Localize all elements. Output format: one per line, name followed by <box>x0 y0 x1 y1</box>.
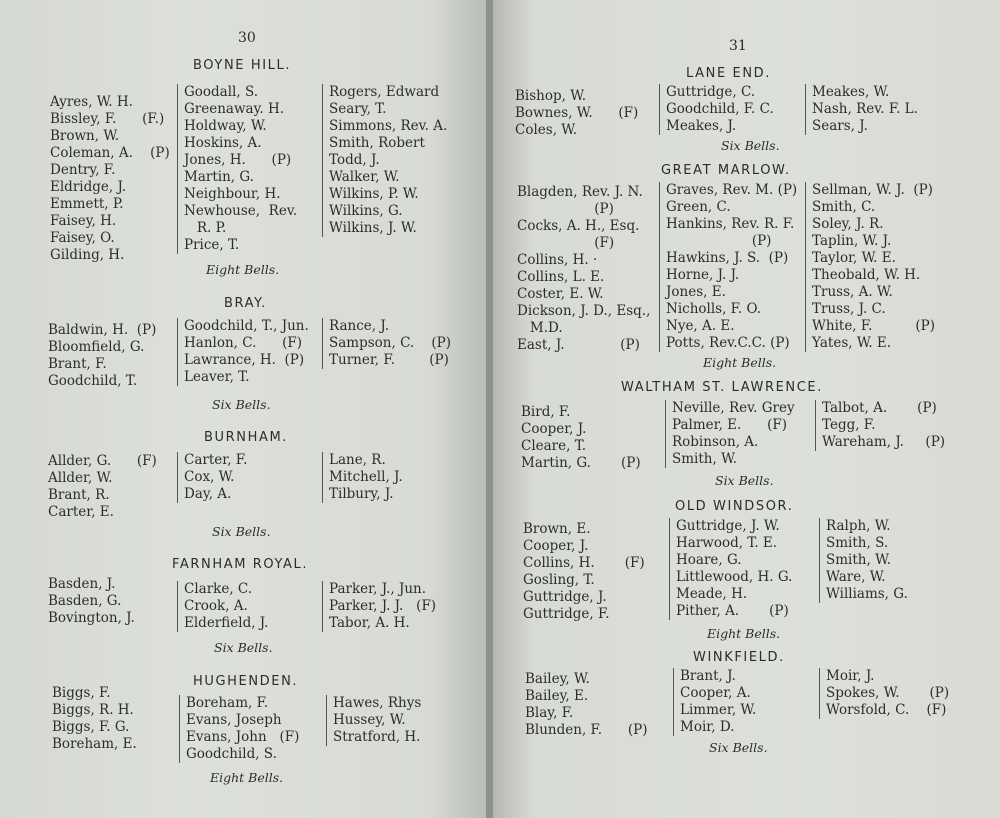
name-column <box>48 322 156 390</box>
bells-note: Six Bells. <box>214 640 273 655</box>
ringer-name: Neighbour, H. <box>184 186 281 202</box>
ringer-name: Goodall, S. <box>184 84 259 100</box>
ringer-name: Nye, A. E. <box>666 318 735 334</box>
ringer-name: Green, C. <box>666 199 731 215</box>
ringer-name: (P) <box>517 201 614 217</box>
ringer-name: Carter, F. <box>184 452 248 468</box>
ringer-name: Nicholls, F. O. <box>666 301 762 317</box>
ringer-name: Hankins, Rev. R. F. <box>666 216 795 232</box>
ringer-name: Brant, R. <box>48 487 110 503</box>
ringer-name: Hoare, G. <box>676 552 742 568</box>
name-column <box>819 668 949 719</box>
name-column <box>48 576 135 627</box>
ringer-name: Simmons, Rev. A. <box>329 118 448 134</box>
ringer-name: Greenaway. H. <box>184 101 285 117</box>
name-column <box>322 581 436 632</box>
ringer-name: Collins, L. E. <box>517 269 605 285</box>
ringer-name: Bishop, W. <box>515 88 587 104</box>
name-column <box>50 94 170 264</box>
ringer-name: Bownes, W. (F) <box>515 105 639 121</box>
ringer-name: Baldwin, H. (P) <box>48 322 157 338</box>
ringer-name: Eldridge, J. <box>50 179 127 195</box>
ringer-name: Allder, G. (F) <box>48 453 157 469</box>
ringer-name: Bovington, J. <box>48 610 135 626</box>
ringer-name: Elderfield, J. <box>184 615 269 631</box>
ringer-name: Coleman, A. (P) <box>50 145 170 161</box>
ringer-name: (F) <box>517 235 615 251</box>
ringer-name: Brant, J. <box>680 668 736 684</box>
name-column <box>326 695 421 746</box>
section-title: WINKFIELD. <box>693 650 785 665</box>
ringer-name: Seary, T. <box>329 101 387 117</box>
ringer-name: Guttridge, F. <box>523 606 610 622</box>
ringer-name: Cocks, A. H., Esq. <box>517 218 640 234</box>
ringer-name: Hussey, W. <box>333 712 406 728</box>
section-title: GREAT MARLOW. <box>661 163 791 178</box>
name-column <box>659 84 774 135</box>
ringer-name: Price, T. <box>184 237 240 253</box>
ringer-name: Basden, G. <box>48 593 122 609</box>
bells-note: Six Bells. <box>721 138 780 153</box>
ringer-name: Moir, D. <box>680 719 735 735</box>
name-column <box>177 452 247 503</box>
ringer-name: Evans, Joseph <box>186 712 282 728</box>
name-column <box>517 184 650 354</box>
ringer-name: Blagden, Rev. J. N. <box>517 184 643 200</box>
ringer-name: Smith, S. <box>826 535 889 551</box>
ringer-name: Brown, E. <box>523 521 591 537</box>
name-column <box>659 182 797 352</box>
ringer-name: Evans, John (F) <box>186 729 300 745</box>
ringer-name: Truss, A. W. <box>812 284 893 300</box>
name-column <box>177 581 268 632</box>
ringer-name: Goodchild, T., Jun. <box>184 318 309 334</box>
ringer-name: Limmer, W. <box>680 702 757 718</box>
ringer-name: Harwood, T. E. <box>676 535 778 551</box>
name-column <box>48 453 157 521</box>
ringer-name: Horne, J. J. <box>666 267 740 283</box>
ringer-name: Pither, A. (P) <box>676 603 789 619</box>
ringer-name: Guttridge, C. <box>666 84 756 100</box>
ringer-name: Faisey, O. <box>50 230 115 246</box>
ringer-name: Martin, G. (P) <box>521 455 641 471</box>
section-title: HUGHENDEN. <box>193 674 299 689</box>
ringer-name: Tabor, A. H. <box>329 615 410 631</box>
ringer-name: Boreham, E. <box>52 736 137 752</box>
ringer-name: Hoskins, A. <box>184 135 262 151</box>
ringer-name: Cox, W. <box>184 469 235 485</box>
ringer-name: Parker, J., Jun. <box>329 581 427 597</box>
ringer-name: Gosling, T. <box>523 572 595 588</box>
name-column <box>515 88 638 139</box>
ringer-name: Crook, A. <box>184 598 248 614</box>
ringer-name: Littlewood, H. G. <box>676 569 793 585</box>
ringer-name: Holdway, W. <box>184 118 267 134</box>
left-page <box>0 0 487 818</box>
section-title: OLD WINDSOR. <box>675 499 794 514</box>
ringer-name: Bird, F. <box>521 404 571 420</box>
ringer-name: M.D. <box>517 320 563 336</box>
ringer-name: Leaver, T. <box>184 369 250 385</box>
ringer-name: Jones, E. <box>666 284 726 300</box>
ringer-name: Wareham, J. (P) <box>822 434 946 450</box>
ringer-name: Mitchell, J. <box>329 469 403 485</box>
bells-note: Six Bells. <box>212 397 271 412</box>
ringer-name: Day, A. <box>184 486 232 502</box>
ringer-name: Graves, Rev. M. (P) <box>666 182 798 198</box>
section-title: BURNHAM. <box>204 430 289 445</box>
ringer-name: Collins, H. (F) <box>523 555 645 571</box>
section-title: BRAY. <box>224 296 267 311</box>
bells-note: Six Bells. <box>212 524 271 539</box>
ringer-name: Goodchild, T. <box>48 373 138 389</box>
ringer-name: Lawrance, H. (P) <box>184 352 305 368</box>
ringer-name: Neville, Rev. Grey <box>672 400 795 416</box>
ringer-name: Bissley, F. (F.) <box>50 111 165 127</box>
name-column <box>805 182 935 352</box>
ringer-name: Truss, J. C. <box>812 301 886 317</box>
ringer-name: Meakes, W. <box>812 84 890 100</box>
name-column <box>525 671 647 739</box>
ringer-name: Bailey, W. <box>525 671 590 687</box>
ringer-name: Sellman, W. J. (P) <box>812 182 933 198</box>
ringer-name: Blay, F. <box>525 705 574 721</box>
ringer-name: Carter, E. <box>48 504 114 520</box>
section-title: LANE END. <box>686 66 771 81</box>
ringer-name: Talbot, A. (P) <box>822 400 937 416</box>
right-page <box>493 0 1000 818</box>
ringer-name: Worsfold, C. (F) <box>826 702 947 718</box>
ringer-name: Meade, H. <box>676 586 748 602</box>
ringer-name: Ware, W. <box>826 569 886 585</box>
ringer-name: Cooper, A. <box>680 685 751 701</box>
ringer-name: Faisey, H. <box>50 213 117 229</box>
ringer-name: Robinson, A. <box>672 434 759 450</box>
ringer-name: Palmer, E. (F) <box>672 417 787 433</box>
ringer-name: Guttridge, J. W. <box>676 518 780 534</box>
ringer-name: Walker, W. <box>329 169 400 185</box>
ringer-name: Collins, H. · <box>517 252 598 268</box>
ringer-name: Cleare, T. <box>521 438 587 454</box>
ringer-name: Newhouse, Rev. <box>184 203 298 219</box>
name-column <box>665 400 795 468</box>
name-column <box>523 521 645 623</box>
ringer-name: Sampson, C. (P) <box>329 335 451 351</box>
name-column <box>819 518 908 603</box>
name-column <box>322 318 451 369</box>
ringer-name: Moir, J. <box>826 668 875 684</box>
page-number: 31 <box>729 38 747 54</box>
ringer-name: Ayres, W. H. <box>50 94 133 110</box>
ringer-name: East, J. (P) <box>517 337 640 353</box>
ringer-name: Martin, G. <box>184 169 254 185</box>
ringer-name: Biggs, F. G. <box>52 719 130 735</box>
ringer-name: Brant, F. <box>48 356 107 372</box>
name-column <box>322 84 447 237</box>
ringer-name: Nash, Rev. F. L. <box>812 101 918 117</box>
bells-note: Eight Bells. <box>206 262 280 277</box>
ringer-name: Smith, C. <box>812 199 876 215</box>
name-column <box>177 318 309 386</box>
ringer-name: Smith, W. <box>826 552 891 568</box>
ringer-name: Yates, W. E. <box>812 335 892 351</box>
ringer-name: Tegg, F. <box>822 417 876 433</box>
ringer-name: Stratford, H. <box>333 729 421 745</box>
ringer-name: Ralph, W. <box>826 518 891 534</box>
ringer-name: Cooper, J. <box>521 421 587 437</box>
name-column <box>322 452 403 503</box>
section-title: BOYNE HILL. <box>193 58 292 73</box>
ringer-name: Meakes, J. <box>666 118 737 134</box>
ringer-name: Taplin, W. J. <box>812 233 892 249</box>
ringer-name: Parker, J. J. (F) <box>329 598 437 614</box>
ringer-name: Biggs, F. <box>52 685 111 701</box>
ringer-name: Biggs, R. H. <box>52 702 134 718</box>
ringer-name: Hawes, Rhys <box>333 695 422 711</box>
name-column <box>179 695 299 763</box>
ringer-name: Coles, W. <box>515 122 578 138</box>
ringer-name: Taylor, W. E. <box>812 250 896 266</box>
ringer-name: Goodchild, S. <box>186 746 277 762</box>
ringer-name: Potts, Rev.C.C. (P) <box>666 335 790 351</box>
ringer-name: Goodchild, F. C. <box>666 101 774 117</box>
bells-note: Eight Bells. <box>707 626 781 641</box>
ringer-name: Williams, G. <box>826 586 908 602</box>
ringer-name: Rogers, Edward <box>329 84 440 100</box>
ringer-name: Turner, F. (P) <box>329 352 449 368</box>
ringer-name: Lane, R. <box>329 452 386 468</box>
ringer-name: Dickson, J. D., Esq., <box>517 303 651 319</box>
ringer-name: Wilkins, J. W. <box>329 220 417 236</box>
ringer-name: Sears, J. <box>812 118 868 134</box>
ringer-name: Bloomfield, G. <box>48 339 145 355</box>
ringer-name: Spokes, W. (P) <box>826 685 950 701</box>
ringer-name: Gilding, H. <box>50 247 125 263</box>
bells-note: Six Bells. <box>709 740 768 755</box>
bells-note: Eight Bells. <box>703 355 777 370</box>
ringer-name: Wilkins, G. <box>329 203 403 219</box>
ringer-name: Boreham, F. <box>186 695 269 711</box>
name-column <box>815 400 945 451</box>
ringer-name: Theobald, W. H. <box>812 267 921 283</box>
page-number: 30 <box>238 30 256 46</box>
section-title: WALTHAM ST. LAWRENCE. <box>621 380 823 395</box>
ringer-name: Tilbury, J. <box>329 486 394 502</box>
name-column <box>52 685 137 753</box>
ringer-name: Blunden, F. (P) <box>525 722 648 738</box>
ringer-name: Brown, W. <box>50 128 120 144</box>
bells-note: Six Bells. <box>715 473 774 488</box>
ringer-name: Jones, H. (P) <box>184 152 292 168</box>
ringer-name: Coster, E. W. <box>517 286 604 302</box>
name-column <box>805 84 918 135</box>
ringer-name: Guttridge, J. <box>523 589 607 605</box>
bells-note: Eight Bells. <box>210 770 284 785</box>
name-column <box>673 668 756 736</box>
ringer-name: Rance, J. <box>329 318 390 334</box>
ringer-name: Emmett, P. <box>50 196 124 212</box>
section-title: FARNHAM ROYAL. <box>172 557 309 572</box>
ringer-name: Clarke, C. <box>184 581 253 597</box>
ringer-name: Soley, J. R. <box>812 216 884 232</box>
ringer-name: (P) <box>666 233 772 249</box>
ringer-name: Smith, Robert <box>329 135 425 151</box>
ringer-name: Smith, W. <box>672 451 737 467</box>
name-column <box>521 404 641 472</box>
ringer-name: Bailey, E. <box>525 688 589 704</box>
name-column <box>669 518 792 620</box>
ringer-name: Wilkins, P. W. <box>329 186 419 202</box>
ringer-name: Allder, W. <box>48 470 113 486</box>
ringer-name: Hawkins, J. S. (P) <box>666 250 789 266</box>
name-column <box>177 84 297 254</box>
ringer-name: Cooper, J. <box>523 538 589 554</box>
ringer-name: Hanlon, C. (F) <box>184 335 303 351</box>
ringer-name: Basden, J. <box>48 576 116 592</box>
ringer-name: Dentry, F. <box>50 162 116 178</box>
ringer-name: White, F. (P) <box>812 318 935 334</box>
ringer-name: Todd, J. <box>329 152 380 168</box>
ringer-name: R. P. <box>184 220 227 236</box>
